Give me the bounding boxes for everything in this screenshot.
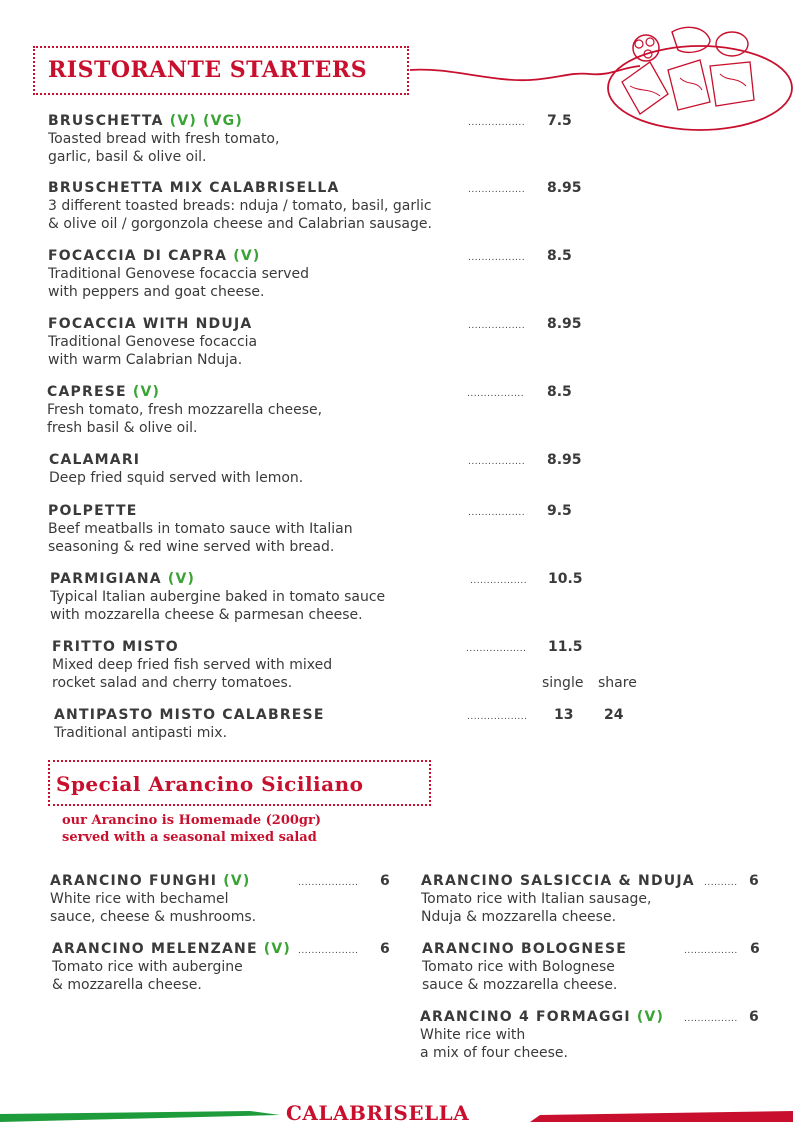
item-name: PARMIGIANA [50,571,162,587]
item-price-share: 24 [604,707,624,723]
menu-item-arancino-salsiccia [421,872,695,926]
item-name: CAPRESE [47,384,127,400]
item-price: 7.5 [547,113,572,129]
item-description: White rice with bechamel sauce, cheese & mushrooms. [50,891,257,925]
size-label-single: single [542,675,584,691]
item-description: Tomato rice with Bolognese sauce & mozzarella cheese. [422,959,618,993]
price-leader: .................. [466,644,527,654]
arancino-title: Special Arancino Siciliano [56,772,364,796]
item-name: CALAMARI [49,452,141,468]
item-description: Traditional antipasti mix. [54,725,228,741]
item-description: Traditional Genovese focaccia served with peppers and goat cheese. [48,266,310,300]
vegetarian-tag: (V) [223,873,251,889]
item-description: Mixed deep fried fish served with mixed rocket salad and cherry tomatoes. [52,657,333,691]
item-description: Deep fried squid served with lemon. [49,470,304,486]
vegetarian-tag: (V) [167,571,196,587]
price-leader: ................ [684,946,738,956]
arancino-subtitle-line1: our Arancino is Homemade (200gr) [62,813,322,828]
item-description: Traditional Genovese focaccia with warm Calabrian Nduja. [48,334,258,368]
vegan-tag: (VG) [203,113,243,129]
item-price: 8.5 [547,248,572,264]
menu-item-focaccia-di-capra [48,247,309,301]
item-name: ANTIPASTO MISTO CALABRESE [54,707,325,723]
vegetarian-tag: (V) [132,384,161,400]
menu-item-caprese [47,383,322,437]
price-leader: ................ [684,1014,738,1024]
item-name: BRUSCHETTA [48,113,164,129]
price-leader: ................. [468,321,526,331]
item-price: 9.5 [547,503,572,519]
menu-item-arancino-4-formaggi [420,1008,664,1062]
menu-item-arancino-funghi [50,872,256,926]
price-leader: ................. [468,457,526,467]
item-name: ARANCINO 4 FORMAGGI [420,1009,631,1025]
price-leader: ................. [468,253,526,263]
item-name: ARANCINO SALSICCIA & NDUJA [421,873,695,889]
menu-item-fritto-misto [52,638,332,692]
price-leader: .................. [298,946,359,956]
item-price: 8.5 [547,384,572,400]
item-name: BRUSCHETTA MIX CALABRISELLA [48,180,340,196]
menu-item-focaccia-nduja [48,315,257,369]
footer-brand: CALABRISELLA [286,1101,470,1125]
item-description: Beef meatballs in tomato sauce with Italian seasoning & red wine served with bread. [48,521,353,555]
item-description: Fresh tomato, fresh mozzarella cheese, fresh basil & olive oil. [47,402,323,436]
item-price: 8.95 [547,452,582,468]
price-leader: ................. [468,508,526,518]
item-price: 6 [380,941,390,957]
item-price: 11.5 [548,639,583,655]
item-description: White rice with a mix of four cheese. [420,1027,568,1061]
item-name: FOCACCIA DI CAPRA [48,248,228,264]
price-leader: .......... [704,878,738,888]
price-leader: .................. [298,878,359,888]
price-leader: .................. [467,712,528,722]
item-price: 8.95 [547,180,582,196]
price-leader: ................. [470,576,528,586]
menu-item-calamari [49,451,303,487]
menu-item-polpette [48,502,353,556]
page-title: RISTORANTE STARTERS [48,57,368,83]
item-description: Tomato rice with aubergine & mozzarella cheese. [52,959,243,993]
menu-item-parmigiana [50,570,385,624]
menu-item-arancino-melenzane [52,940,291,994]
item-description: Tomato rice with Italian sausage, Nduja & mozzarella cheese. [421,891,652,925]
menu-item-antipasto-misto [54,706,325,742]
item-name: POLPETTE [48,503,138,519]
arancino-subtitle-line2: served with a seasonal mixed salad [62,830,317,845]
item-price: 8.95 [547,316,582,332]
item-name: ARANCINO BOLOGNESE [422,941,628,957]
item-price-single: 13 [554,707,574,723]
menu-item-bruschetta [48,112,279,166]
menu-item-bruschetta-mix [48,179,432,233]
item-description: 3 different toasted breads: nduja / tomato, basil, garlic & olive oil / gorgonzola cheese and Calabrian sausage. [48,198,432,232]
item-price: 6 [750,941,760,957]
size-label-share: share [598,675,637,691]
vegetarian-tag: (V) [233,248,261,264]
item-name: ARANCINO MELENZANE [52,941,258,957]
menu-item-arancino-bolognese [422,940,627,994]
item-description: Toasted bread with fresh tomato, garlic, basil & olive oil. [48,131,280,165]
item-name: ARANCINO FUNGHI [50,873,218,889]
vegetarian-tag: (V) [263,941,292,957]
vegetarian-tag: (V) [636,1009,665,1025]
price-leader: ................. [468,185,526,195]
item-name: FOCACCIA WITH NDUJA [48,316,253,332]
item-price: 6 [380,873,390,889]
item-name: FRITTO MISTO [52,639,179,655]
price-leader: ................. [467,389,525,399]
item-price: 6 [749,1009,759,1025]
vegetarian-tag: (V) [169,113,197,129]
item-description: Typical Italian aubergine baked in tomato sauce with mozzarella cheese & parmesan cheese. [50,589,386,623]
item-price: 10.5 [548,571,583,587]
price-leader: ................. [468,118,526,128]
item-price: 6 [749,873,759,889]
